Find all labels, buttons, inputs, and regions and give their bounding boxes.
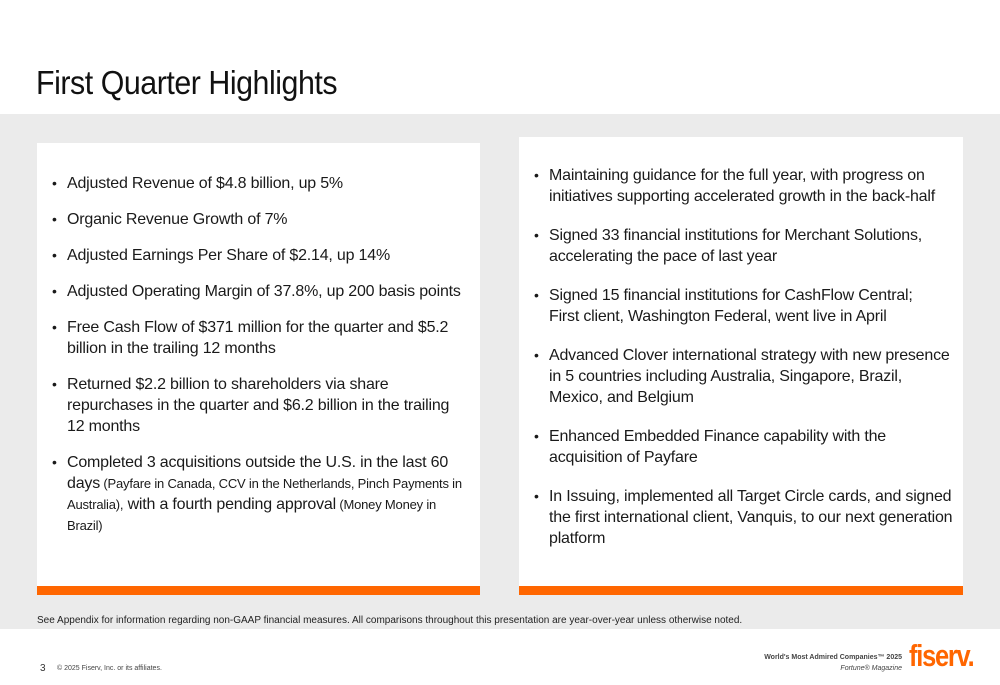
bullet-share-repurchases: • Returned $2.2 billion to shareholders via share repurchases in the quarter and $6.2 billion in the trailing 12 months [52,374,467,437]
bullet-operating-margin: • Adjusted Operating Margin of 37.8%, up 200 basis points [52,281,467,302]
footnote: See Appendix for information regarding non-GAAP financial measures. All comparisons throughout this presentation are year-over-year unless otherwise noted. [37,615,743,626]
bullet-clover-international: • Advanced Clover international strategy with new presence in 5 countries including Australia, Singapore, Brazil, Mexico, and Belgium [534,345,954,408]
fiserv-logo: fiserv. [909,638,974,673]
bullet-guidance: • Maintaining guidance for the full year, with progress on initiatives supporting accelerated growth in the back-half [534,165,954,207]
cashflow-line2: First client, Washington Federal, went live in April [549,308,887,325]
bullet-adjusted-revenue: • Adjusted Revenue of $4.8 billion, up 5% [52,173,467,194]
bullet-free-cash-flow: • Free Cash Flow of $371 million for the quarter and $5.2 billion in the trailing 12 months [52,317,467,359]
bullet-embedded-finance: • Enhanced Embedded Finance capability with the acquisition of Payfare [534,426,954,468]
cashflow-line1: Signed 15 financial institutions for CashFlow Central; [549,287,913,304]
highlights-card-right [519,137,963,595]
acquisitions-main-text: Completed 3 acquisitions outside the U.S. in the last 60 days [67,454,449,492]
bullet-acquisitions [52,452,467,536]
left-bullet-list [52,173,467,551]
bullet-issuing: • In Issuing, implemented all Target Circle cards, and signed the first international client, Vanquis, to our next generation platform [534,486,954,549]
acquisitions-pending-detail: (Money Money in Brazil) [67,497,437,533]
slide-title: First Quarter Highlights [36,64,338,101]
award-line1: World's Most Admired Companies™ 2025 [764,654,902,661]
award-line2: Fortune® Magazine [840,665,902,672]
bullet-merchant-solutions: • Signed 33 financial institutions for Merchant Solutions, accelerating the pace of last year [534,225,954,267]
bullet-adjusted-eps: • Adjusted Earnings Per Share of $2.14, up 14% [52,245,467,266]
bullet-organic-growth: • Organic Revenue Growth of 7% [52,209,467,230]
right-bullet-list [534,165,954,567]
card-accent-bar [519,586,963,595]
award-text [764,652,902,674]
page-number: 3 [40,663,46,674]
copyright: © 2025 Fiserv, Inc. or its affiliates. [57,665,162,672]
card-accent-bar [37,586,480,595]
acquisitions-pending-text: with a fourth pending approval [123,496,336,513]
acquisitions-detail-text: (Payfare in Canada, CCV in the Netherlands, Pinch Payments in Australia), [67,476,462,512]
highlights-card-left [37,143,480,595]
bullet-cashflow-central [534,285,954,327]
